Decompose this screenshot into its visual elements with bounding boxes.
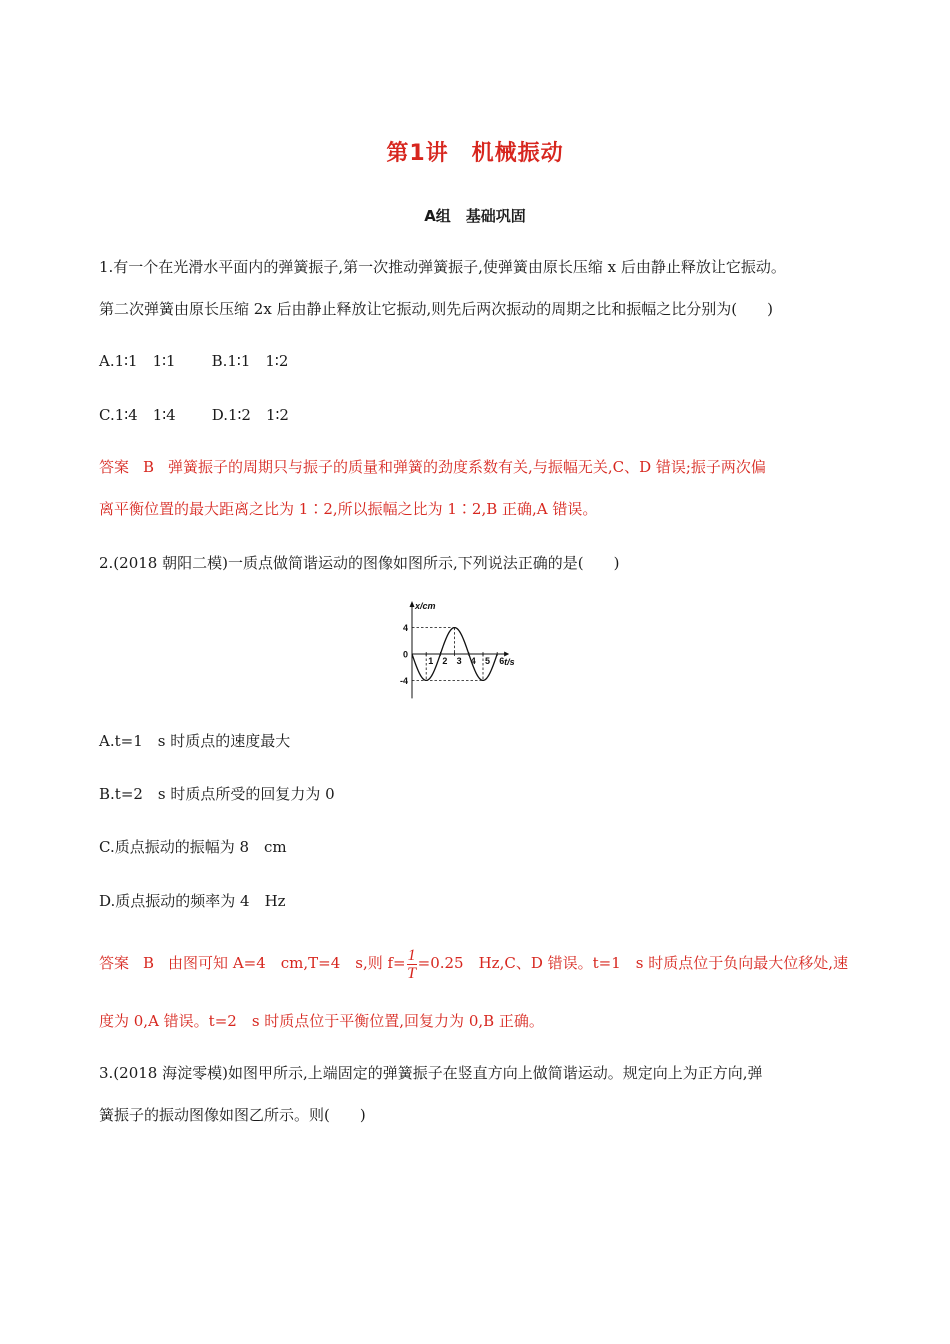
q2-answer-text-post: =0.25 Hz,C、D 错误。t=1 s 时质点位于负向最大位移处,速 (417, 954, 848, 972)
x-tick-label: 1 (428, 656, 434, 666)
q1-options-ab (99, 351, 288, 371)
group-subtitle: A组 基础巩固 (424, 207, 526, 225)
q2-answer-label: 答案 (99, 954, 130, 972)
q1-answer-text1: 弹簧振子的周期只与振子的质量和弹簧的劲度系数有关,与振幅无关,C、D 错误;振子两次偏 (168, 458, 766, 476)
q1-option-a: A.1∶1 1∶1 (99, 352, 176, 370)
q2-answer-choice: B (143, 954, 155, 972)
frequency-fraction (407, 947, 417, 982)
y-axis-arrow (410, 601, 415, 607)
x-tick-label: 2 (442, 656, 448, 666)
q2-option-a: A.t=1 s 时质点的速度最大 (99, 732, 291, 750)
q2-stem-line1: 2.(2018 朝阳二模)一质点做简谐运动的图像如图所示,下列说法正确的是( ) (99, 554, 620, 572)
q1-answer-label: 答案 (99, 458, 130, 476)
fraction-denominator: T (407, 964, 417, 982)
y-tick-label: 4 (402, 623, 408, 634)
q2-answer-line2: 度为 0,A 错误。t=2 s 时质点位于平衡位置,回复力为 0,B 正确。 (99, 1012, 544, 1030)
q3-stem-line1: 3.(2018 海淀零模)如图甲所示,上端固定的弹簧振子在竖直方向上做简谐运动。规定向上为正方向,弹 (99, 1064, 763, 1082)
x-tick-label: 3 (456, 656, 462, 666)
q1-answer-choice: B (143, 458, 155, 476)
q1-stem-line2: 第二次弹簧由原长压缩 2x 后由静止释放让它振动,则先后两次振动的周期之比和振幅之比分别为( ) (99, 300, 774, 318)
q2-answer-text-pre: 由图可知 A=4 cm,T=4 s,则 f= (168, 954, 406, 972)
q1-option-c: C.1∶4 1∶4 (99, 406, 176, 424)
q2-shm-graph (368, 598, 568, 702)
q1-option-b: B.1∶1 1∶2 (211, 352, 289, 370)
fraction-numerator: 1 (407, 946, 416, 964)
q1-stem-line1: 1.有一个在光滑水平面内的弹簧振子,第一次推动弹簧振子,使弹簧由原长压缩 x 后由静止释放让它振动。 (99, 258, 786, 276)
q1-answer-line1 (99, 457, 766, 477)
y-tick-label: -4 (399, 675, 408, 686)
q1-answer-line2: 离平衡位置的最大距离之比为 1∶2,所以振幅之比为 1∶2,B 正确,A 错误。 (99, 500, 598, 518)
x-axis-label: t/s (504, 657, 515, 667)
y-tick-label: 0 (402, 649, 408, 660)
q1-options-cd (99, 405, 289, 425)
q2-answer-line1 (99, 944, 848, 982)
q2-option-c: C.质点振动的振幅为 8 cm (99, 838, 287, 856)
x-axis-arrow (504, 652, 509, 657)
lecture-title: 第1讲 机械振动 (386, 141, 564, 166)
x-tick-label: 6 (499, 656, 505, 666)
q2-option-b: B.t=2 s 时质点所受的回复力为 0 (99, 785, 335, 803)
q1-option-d: D.1∶2 1∶2 (211, 406, 289, 424)
q2-option-d: D.质点振动的频率为 4 Hz (99, 892, 286, 910)
x-tick-label: 5 (485, 656, 491, 666)
q3-stem-line2: 簧振子的振动图像如图乙所示。则( ) (99, 1106, 366, 1124)
y-axis-label: x/cm (415, 601, 436, 611)
x-tick-label: 4 (470, 656, 476, 666)
